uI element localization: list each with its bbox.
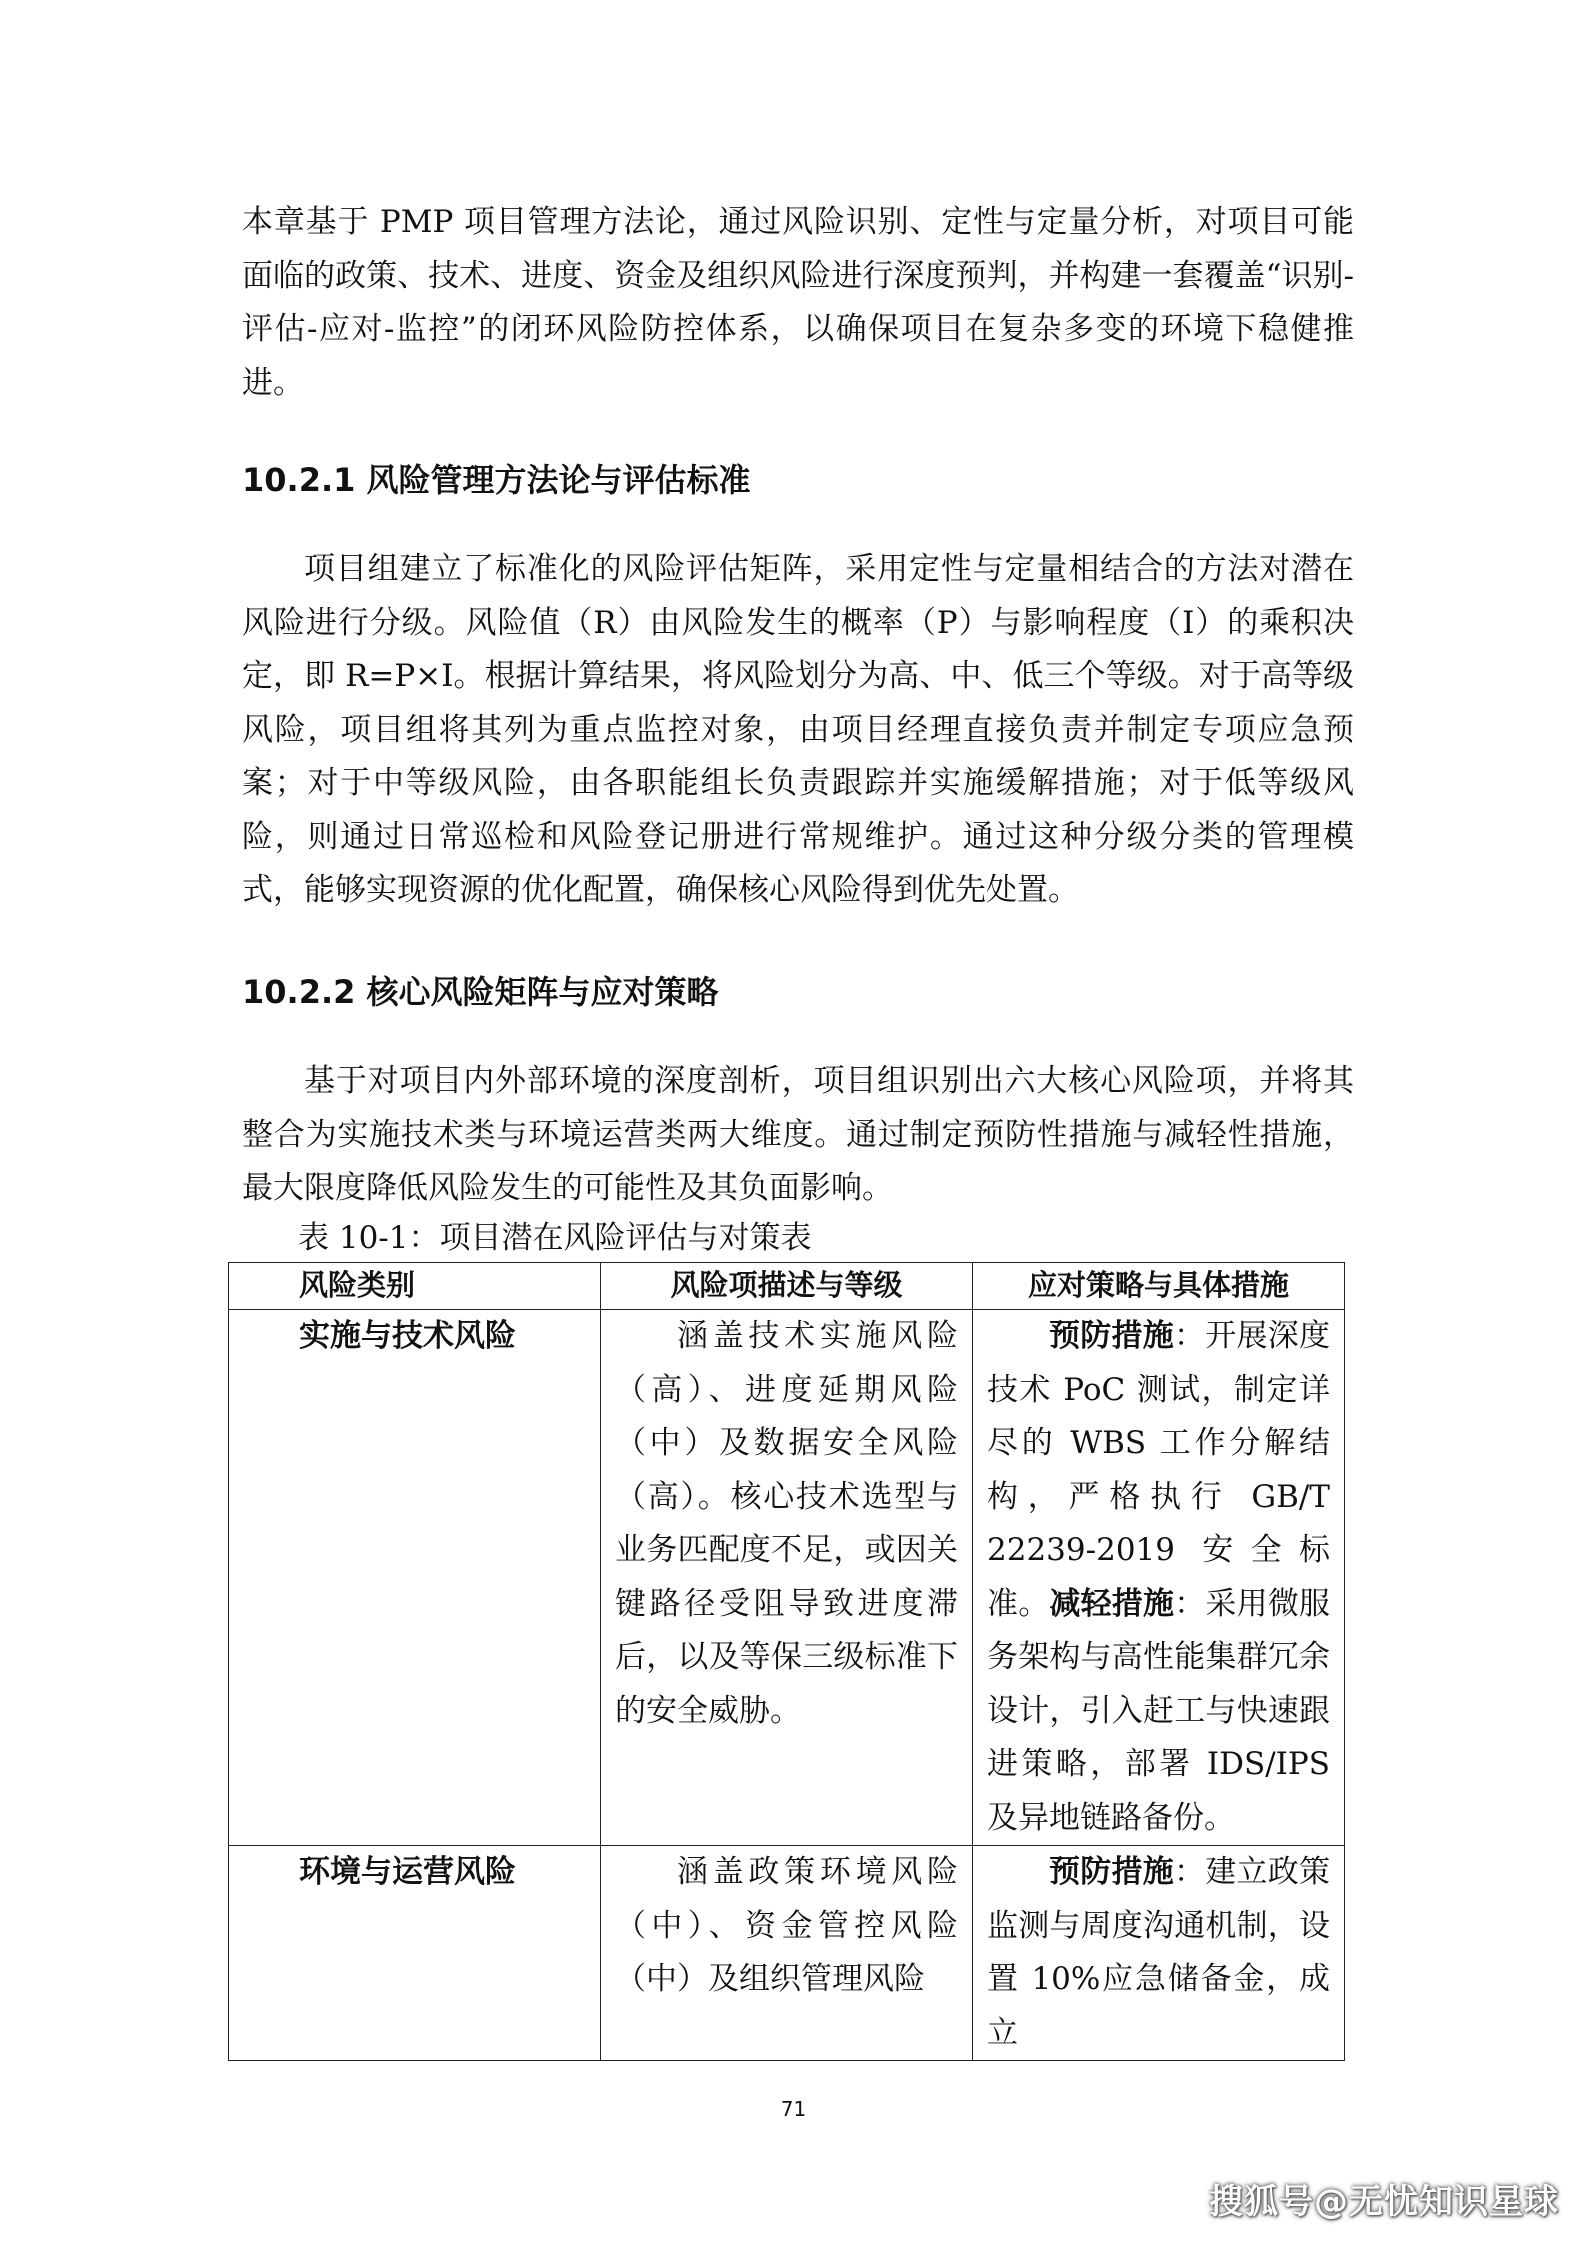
page-number: 71 [780,2097,807,2121]
risk-category-cell: 环境与运营风险 [229,1846,601,2061]
prevent-label: 预防措施 [1049,1854,1174,1890]
section-heading-10-2-2: 10.2.2 核心风险矩阵与应对策略 [242,973,719,1011]
risk-description-cell [601,1310,973,1846]
intro-paragraph: 本章基于 PMP 项目管理方法论，通过风险识别、定性与定量分析，对项目可能面临的政策、技术、进度、资金及组织风险进行深度预判，并构建一套覆盖“识别-评估-应对-监控”的闭环风险防控体系，以确保项目在复杂多变的环境下稳健推进。 [242,204,1354,401]
header-category: 风险类别 [229,1263,601,1310]
risk-table [228,1262,1345,2061]
header-description: 风险项描述与等级 [601,1263,973,1310]
risk-strategy-cell [973,1310,1345,1846]
watermark: 搜狐号@无忧知识星球 [1209,2182,1559,2222]
table-row [229,1846,1345,2061]
section-10-2-2-body: 基于对项目内外部环境的深度剖析，项目组识别出六大核心风险项，并将其整合为实施技术类与环境运营类两大维度。通过制定预防性措施与减轻性措施，最大限度降低风险发生的可能性及其负面影响。 [242,1063,1354,1206]
section-heading-10-2-1: 10.2.1 风险管理方法论与评估标准 [242,461,751,499]
header-strategy: 应对策略与具体措施 [973,1263,1345,1310]
table-caption: 表 10-1：项目潜在风险评估与对策表 [298,1220,812,1256]
mitigate-text: ：采用微服务架构与高性能集群冗余设计，引入赶工与快速跟进策略，部署 IDS/IPS 及异地链路备份。 [987,1585,1331,1836]
risk-description-text: 涵盖技术实施风险（高）、进度延期风险（中）及数据安全风险（高）。核心技术选型与业务匹配度不足，或因关键路径受阻导致进度滞后，以及等保三级标准下的安全威胁。 [615,1318,958,1729]
prevent-text: ：建立政策监测与周度沟通机制，设置 10%应急储备金，成立 [987,1854,1330,2051]
risk-description-cell [601,1846,973,2061]
mitigate-label: 减轻措施 [1049,1585,1175,1622]
section-10-2-1-body: 项目组建立了标准化的风险评估矩阵，采用定性与定量相结合的方法对潜在风险进行分级。风险值（R）由风险发生的概率（P）与影响程度（I）的乘积决定，即 R=P×I。根据计算结果，将风险划分为高、中、低三个等级。对于高等级风险，项目组将其列为重点监控对象，由项目经理直接负责并制定专项应急预案；对于中等级风险，由各职能组长负责跟踪并实施缓解措施；对于低等级风险，则通过日常巡检和风险登记册进行常规维护。通过这种分级分类的管理模式，能够实现资源的优化配置，确保核心风险得到优先处置。 [242,551,1354,908]
table-header-row [229,1263,1345,1310]
prevent-label: 预防措施 [1049,1318,1174,1354]
risk-category-cell: 实施与技术风险 [229,1310,601,1846]
risk-description-text: 涵盖政策环境风险（中）、资金管控风险（中）及组织管理风险 [615,1854,958,1997]
risk-strategy-cell [973,1846,1345,2061]
prevent-text: ：开展深度技术 PoC 测试，制定详尽的 WBS 工作分解结构，严格执行 GB/T 22239-2019 安全标准。 [987,1318,1330,1622]
table-row [229,1310,1345,1846]
